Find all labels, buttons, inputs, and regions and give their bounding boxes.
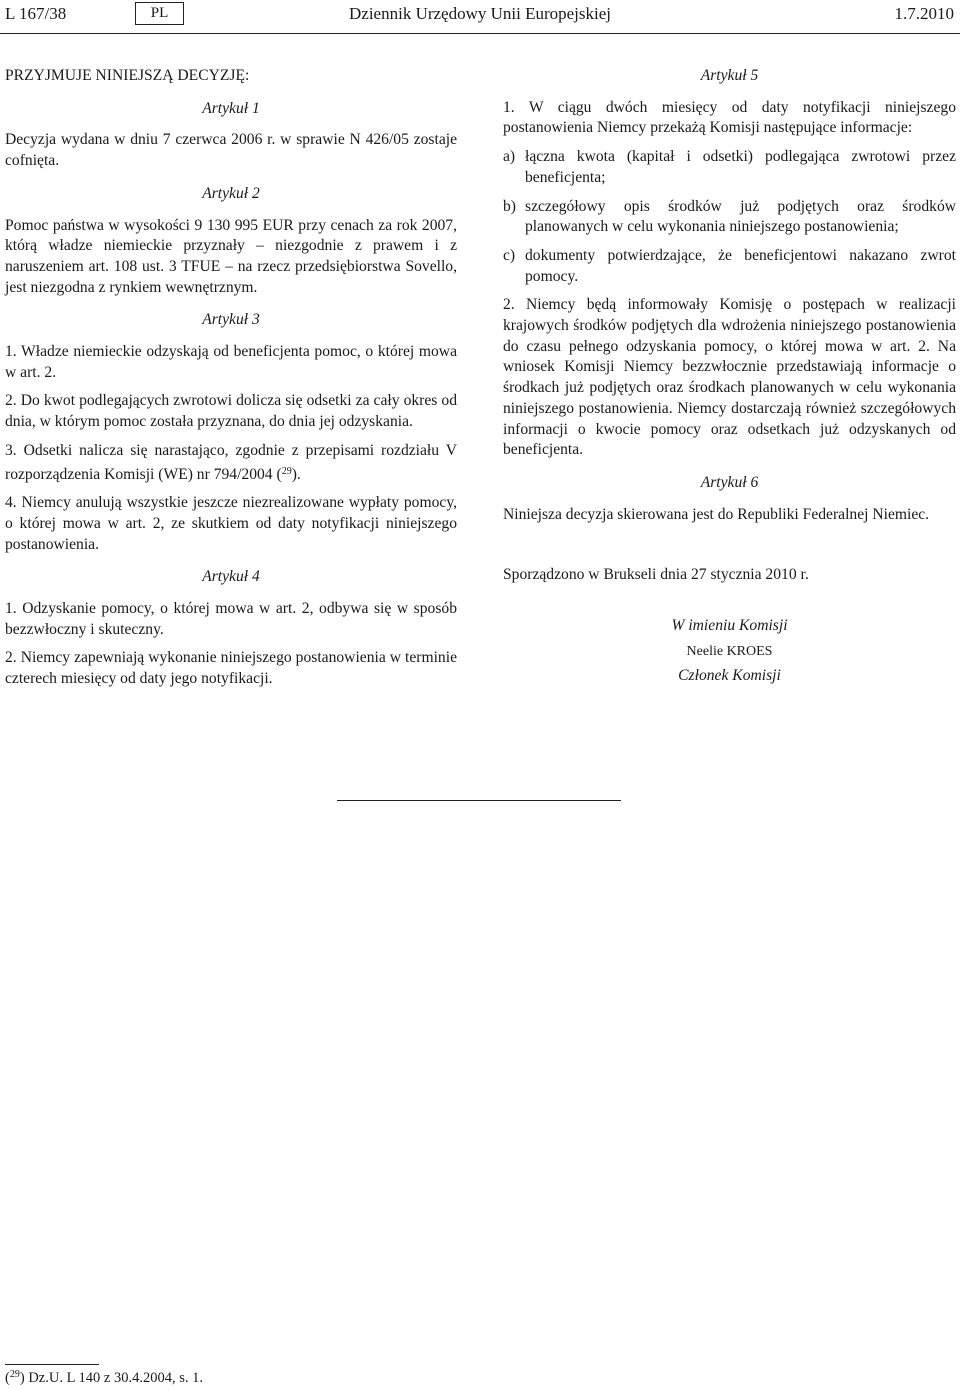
end-divider (337, 800, 621, 801)
header-divider (0, 33, 960, 34)
issue-date: 1.7.2010 (894, 4, 954, 23)
language-badge: PL (135, 2, 184, 25)
list-item-label: a) (503, 148, 516, 166)
list-item-label: c) (503, 246, 516, 264)
article-3-para-2: 2. Do kwot podlegających zwrotowi dolicza się odsetki za cały okres od dnia, w którym pomoc została przyznana, do dnia jej odzyskania. (5, 392, 457, 431)
footnote: ($^{29}$) Dz.U. L 140 z 30.4.2004, s. 1. (5, 1369, 203, 1386)
article-5-para-1: 1. W ciągu dwóch miesięcy od daty notyfikacji niniejszego postanowienia Niemcy przekażą Komisji następujące informacje: (503, 98, 956, 137)
signature-block (503, 616, 956, 687)
article-1-text: Decyzja wydana w dniu 7 czerwca 2006 r. w sprawie N 426/05 zostaje cofnięta. (5, 131, 457, 170)
left-column (5, 66, 457, 690)
preamble-line: PRZYJMUJE NINIEJSZĄ DECYZJĘ: (5, 67, 250, 84)
article-3-para-3-end: ). (291, 465, 301, 483)
article-5-title: Artykuł 5 (700, 67, 759, 84)
article-3-title: Artykuł 3 (202, 311, 260, 329)
article-4-title: Artykuł 4 (202, 568, 260, 586)
article-3-para-4: 4. Niemcy anulują wszystkie jeszcze niezrealizowane wypłaty pomocy, o której mowa w art. 2, ze skutkiem od daty notyfikacji niniejszego postanowienia. (5, 494, 457, 553)
list-item (503, 197, 956, 238)
article-3-para-3 (5, 441, 457, 485)
signatory-name: Neelie KROES (686, 643, 773, 659)
footnote-text: Dz.U. L 140 z 30.4.2004, s. 1. (28, 1370, 203, 1386)
article-4-para-2: 2. Niemcy zapewniają wykonanie niniejszego postanowienia w terminie czterech miesięcy od daty jego notyfikacji. (5, 649, 457, 688)
article-3-para-1: 1. Władze niemieckie odzyskają od beneficjenta pomoc, o której mowa w art. 2. (5, 343, 457, 381)
signature-for: W imieniu Komisji (671, 617, 788, 635)
footnote-divider (5, 1364, 99, 1365)
footnote-reference[interactable]: 29 (281, 465, 292, 477)
article-4-para-1: 1. Odzyskanie pomocy, o której mowa w art. 2, odbywa się w sposób bezzwłoczny i skuteczny. (5, 600, 457, 638)
list-item (503, 246, 956, 287)
page-reference: L 167/38 (5, 4, 67, 23)
article-6-text: Niniejsza decyzja skierowana jest do Republiki Federalnej Niemiec. (503, 505, 930, 523)
article-5-para-2: 2. Niemcy będą informowały Komisję o postępach w realizacji krajowych środków podjętych dla wdrożenia niniejszego postanowienia do czasu pełnego odzyskania pomocy, o której mowa w art. 2. Na wniosek Komisji Niemcy bezzwłocznie przedstawiają informacje o środkach już podjętych oraz środkach planowanych w celu wykonania niniejszego postanowienia. Niemcy dostarczają również szczegółowych informacji o kwocie pomocy oraz odsetkach już odzyskanych od beneficjenta. (503, 296, 956, 459)
list-item-label: b) (503, 197, 516, 215)
list-item (503, 147, 956, 188)
article-1-title: Artykuł 1 (202, 99, 260, 117)
right-column (503, 66, 956, 687)
list-item-text: szczegółowy opis środków już podjętych oraz środków planowanych w celu wykonania niniejszego postanowienia; (525, 197, 956, 236)
article-2-title: Artykuł 2 (202, 184, 260, 202)
article-3-para-3-text: 3. Odsetki nalicza się narastająco, zgodnie z przepisami rozdziału V rozporządzenia Komisji (WE) nr 794/2004 ( (5, 441, 457, 483)
footnote-number: 29 (9, 1369, 20, 1380)
list-item-text: dokumenty potwierdzające, że beneficjentowi nakazano zwrot pomocy. (525, 246, 956, 285)
signatory-role: Członek Komisji (678, 667, 781, 685)
article-6-title: Artykuł 6 (700, 473, 759, 491)
done-at-line: Sporządzono w Brukseli dnia 27 stycznia 2010 r. (503, 566, 809, 584)
article-2-text: Pomoc państwa w wysokości 9 130 995 EUR przy cenach za rok 2007, którą władze niemieckie przyznały – niezgodnie z prawem i z naruszeniem art. 108 ust. 3 TFUE – na rzecz przedsiębiorstwa Sovello, jest niezgodna z rynkiem wewnętrznym. (5, 216, 457, 296)
journal-title: Dziennik Urzędowy Unii Europejskiej (349, 4, 612, 23)
list-item-text: łączna kwota (kapitał i odsetki) podlegająca zwrotowi przez beneficjenta; (525, 148, 956, 186)
page-header (0, 2, 960, 28)
